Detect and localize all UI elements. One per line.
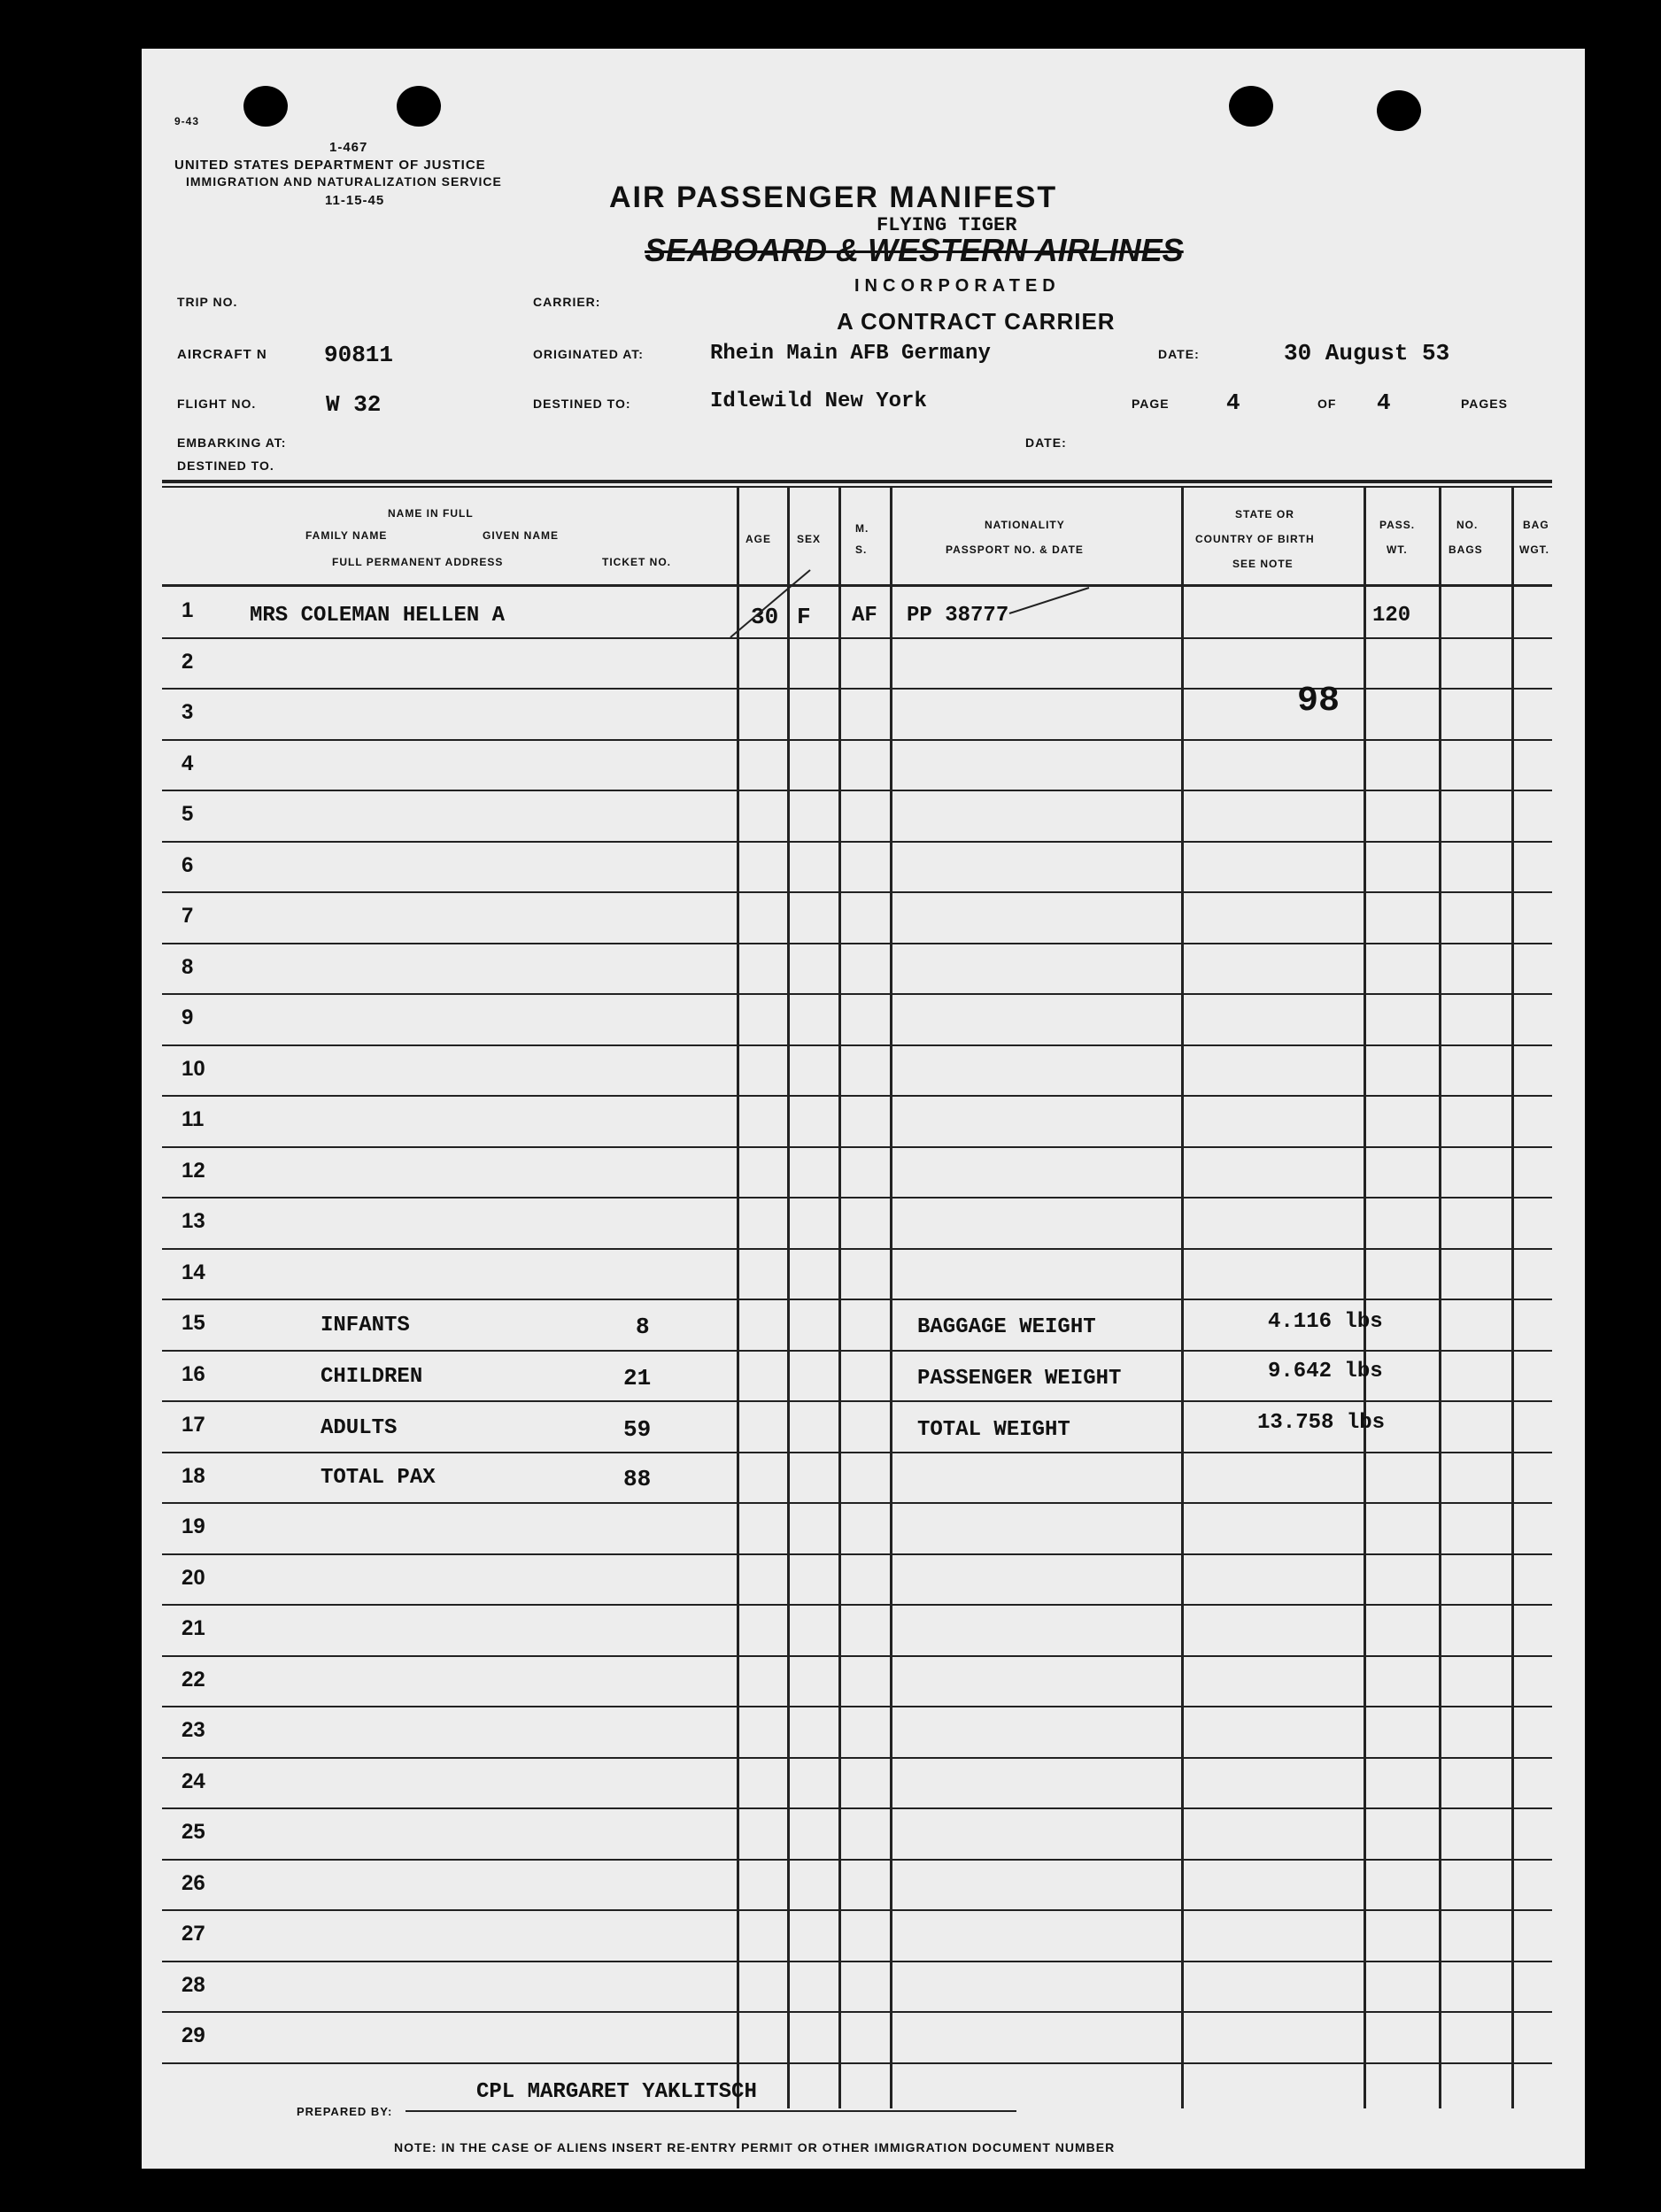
col-line-sex <box>787 487 790 2108</box>
row-number: 27 <box>182 1922 205 1946</box>
row-line <box>162 2062 1552 2064</box>
row-number: 13 <box>182 1209 205 1233</box>
incorporated: INCORPORATED <box>854 276 1061 296</box>
row-line <box>162 1553 1552 1555</box>
row-number: 10 <box>182 1057 205 1081</box>
contract-carrier: A CONTRACT CARRIER <box>837 308 1116 335</box>
col-line-birth <box>1181 487 1184 2108</box>
row-line <box>162 739 1552 741</box>
originated-label: ORIGINATED AT: <box>533 347 644 361</box>
row-line <box>162 993 1552 995</box>
agency-line-1: UNITED STATES DEPARTMENT OF JUSTICE <box>174 158 486 173</box>
row-number: 8 <box>182 955 194 979</box>
prepared-by-line <box>406 2110 1016 2112</box>
row-line <box>162 1706 1552 1707</box>
col-age: AGE <box>746 533 772 545</box>
aircraft-label: AIRCRAFT N <box>177 347 267 362</box>
col-passwt-1: PASS. <box>1379 519 1416 531</box>
passenger-name: MRS COLEMAN HELLEN A <box>250 604 506 628</box>
row-number: 3 <box>182 700 194 724</box>
punch-hole-4 <box>1377 90 1421 131</box>
row-line <box>162 1146 1552 1148</box>
col-passwt-2: WT. <box>1387 543 1408 556</box>
col-birth-3: SEE NOTE <box>1232 558 1294 570</box>
row-number: 18 <box>182 1464 205 1488</box>
table-top-rule <box>162 480 1552 483</box>
row-line <box>162 1502 1552 1504</box>
row-number: 17 <box>182 1413 205 1437</box>
row-number: 6 <box>182 853 194 877</box>
total-pax-label: TOTAL PAX <box>321 1466 436 1490</box>
total-weight-value: 13.758 lbs <box>1257 1411 1386 1435</box>
row-line <box>162 1859 1552 1861</box>
row-number: 7 <box>182 904 194 928</box>
row-line <box>162 1909 1552 1911</box>
row-number: 5 <box>182 802 194 826</box>
row-line <box>162 1400 1552 1402</box>
flight-label: FLIGHT NO. <box>177 397 257 411</box>
total-pax-value: 88 <box>623 1466 652 1492</box>
row-line <box>162 1807 1552 1809</box>
row-number: 24 <box>182 1769 205 1793</box>
col-ms-1: M. <box>855 522 869 535</box>
col-line-ms <box>838 487 841 2108</box>
row-line <box>162 1248 1552 1250</box>
punch-hole-1 <box>243 86 288 127</box>
infants-label: INFANTS <box>321 1314 410 1337</box>
table-top-rule-2 <box>162 486 1552 488</box>
punch-hole-3 <box>1229 86 1273 127</box>
carrier-struck: SEABOARD & WESTERN AIRLINES <box>645 232 1184 268</box>
row-line <box>162 943 1552 944</box>
form-number: 1-467 <box>329 140 368 155</box>
row-number: 26 <box>182 1871 205 1895</box>
prepared-by-label: PREPARED BY: <box>297 2105 393 2118</box>
row-number: 1 <box>182 598 194 622</box>
destined-label: DESTINED TO: <box>533 397 631 411</box>
col-line-bags <box>1439 487 1441 2108</box>
aircraft-value: 90811 <box>324 342 394 368</box>
row-line <box>162 1655 1552 1657</box>
page-value: 4 <box>1226 389 1240 416</box>
baggage-weight-value: 4.116 lbs <box>1268 1310 1383 1334</box>
col-line-nat <box>890 487 892 2108</box>
col-line-bagwt <box>1511 487 1514 2108</box>
col-line-age <box>737 487 739 2108</box>
trip-label: TRIP NO. <box>177 295 238 309</box>
top-mark: 9-43 <box>174 115 200 127</box>
row-line <box>162 2011 1552 2013</box>
col-birth-2: COUNTRY OF BIRTH <box>1195 533 1315 545</box>
passenger-age: 30 <box>751 604 779 630</box>
row-line <box>162 1757 1552 1759</box>
passenger-passport: PP 38777 <box>907 604 1009 628</box>
of-label: OF <box>1317 397 1337 411</box>
col-sex: SEX <box>797 533 822 545</box>
row-number: 9 <box>182 1006 194 1029</box>
adults-value: 59 <box>623 1416 652 1443</box>
row-number: 25 <box>182 1820 205 1844</box>
row-line <box>162 1350 1552 1352</box>
col-ms-2: S. <box>855 543 868 556</box>
row-number: 21 <box>182 1616 205 1640</box>
row-line <box>162 1044 1552 1046</box>
col-passport: PASSPORT NO. & DATE <box>946 543 1084 556</box>
embarking-label: EMBARKING AT: <box>177 435 287 450</box>
passenger-weight-value: 9.642 lbs <box>1268 1360 1383 1383</box>
adults-label: ADULTS <box>321 1416 398 1440</box>
passenger-weight: 120 <box>1372 604 1411 628</box>
agency-line-2: IMMIGRATION AND NATURALIZATION SERVICE <box>186 174 502 189</box>
row-number: 20 <box>182 1566 205 1590</box>
destined2-label: DESTINED TO. <box>177 459 274 473</box>
col-nobags-1: NO. <box>1456 519 1479 531</box>
of-value: 4 <box>1377 389 1391 416</box>
col-line-passwt <box>1364 487 1366 2108</box>
children-value: 21 <box>623 1365 652 1391</box>
originated-value: Rhein Main AFB Germany <box>710 342 991 366</box>
col-name-line1: NAME IN FULL <box>388 507 474 520</box>
row-line <box>162 1095 1552 1097</box>
col-address: FULL PERMANENT ADDRESS <box>332 556 504 568</box>
carrier-label: CARRIER: <box>533 295 601 309</box>
row-number: 23 <box>182 1718 205 1742</box>
pages-label: PAGES <box>1461 397 1508 411</box>
row-line <box>162 1299 1552 1300</box>
pen-marks <box>726 565 1098 644</box>
row-number: 15 <box>182 1311 205 1335</box>
row-number: 12 <box>182 1159 205 1183</box>
col-nationality: NATIONALITY <box>985 519 1065 531</box>
col-family-name: FAMILY NAME <box>305 529 388 542</box>
form-title: AIR PASSENGER MANIFEST <box>609 181 1058 214</box>
row-number: 28 <box>182 1973 205 1997</box>
total-weight-label: TOTAL WEIGHT <box>917 1418 1070 1442</box>
baggage-weight-label: BAGGAGE WEIGHT <box>917 1315 1096 1339</box>
row-number: 19 <box>182 1514 205 1538</box>
date-label: DATE: <box>1158 347 1200 361</box>
row-line <box>162 688 1552 690</box>
page-label: PAGE <box>1132 397 1170 411</box>
col-birth-1: STATE OR <box>1235 508 1294 520</box>
row-number: 4 <box>182 751 194 775</box>
row-number: 11 <box>182 1107 205 1131</box>
passenger-weight-label: PASSENGER WEIGHT <box>917 1367 1122 1391</box>
col-nobags-2: BAGS <box>1449 543 1483 556</box>
infants-value: 8 <box>636 1314 650 1340</box>
footer-note: NOTE: IN THE CASE OF ALIENS INSERT RE-ENTRY PERMIT OR OTHER IMMIGRATION DOCUMENT NUMBER <box>394 2140 1116 2154</box>
row-line <box>162 1197 1552 1198</box>
row-number: 14 <box>182 1260 205 1284</box>
row-line <box>162 1604 1552 1606</box>
punch-hole-2 <box>397 86 441 127</box>
col-given-name: GIVEN NAME <box>483 529 560 542</box>
date2-label: DATE: <box>1025 435 1067 450</box>
row-number: 22 <box>182 1668 205 1692</box>
destined-value: Idlewild New York <box>710 389 927 413</box>
stamp-number: 98 <box>1297 682 1340 721</box>
row-number: 16 <box>182 1362 205 1386</box>
row-number: 29 <box>182 2023 205 2047</box>
row-line <box>162 841 1552 843</box>
passenger-sex: F <box>797 604 811 630</box>
row-line <box>162 1961 1552 1962</box>
date-value: 30 August 53 <box>1284 340 1450 366</box>
carrier-typed: FLYING TIGER <box>877 214 1017 236</box>
passenger-ms: AF <box>852 604 877 628</box>
col-bagwt-2: WGT. <box>1519 543 1549 556</box>
prepared-by-value: CPL MARGARET YAKLITSCH <box>476 2080 757 2104</box>
col-bagwt-1: BAG <box>1523 519 1549 531</box>
row-number: 2 <box>182 650 194 674</box>
row-line <box>162 1452 1552 1453</box>
row-line <box>162 891 1552 893</box>
children-label: CHILDREN <box>321 1365 423 1389</box>
flight-value: W 32 <box>326 391 382 418</box>
col-ticket: TICKET NO. <box>602 556 671 568</box>
form-date: 11-15-45 <box>325 193 385 208</box>
row-line <box>162 790 1552 791</box>
